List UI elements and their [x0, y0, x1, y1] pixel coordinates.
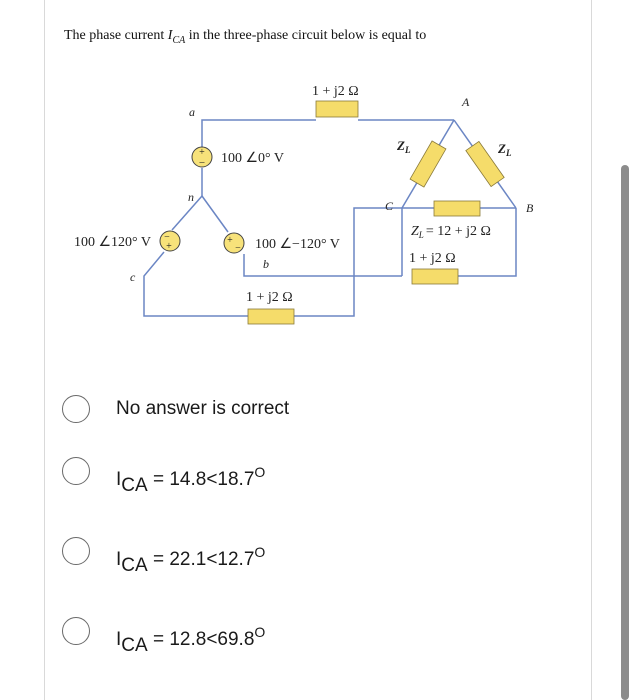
svg-text:+: + — [199, 147, 205, 158]
wire-b-to-B — [458, 208, 516, 276]
node-label-c: c — [130, 270, 136, 284]
source-label-va: 100 ∠0° V — [221, 151, 285, 166]
node-label-b: b — [263, 257, 269, 271]
answer-option-label: ICA = $14.8<18.7^O$ — [116, 464, 266, 496]
node-label-A: A — [462, 95, 470, 109]
question-text: The phase current $I_{CA}$ in the three-phase circuit below is equal to — [64, 28, 427, 46]
radio-button[interactable] — [62, 537, 90, 565]
line-impedance-top — [316, 101, 358, 117]
answer-option-1[interactable] — [62, 395, 562, 435]
answer-option-label: ICA = $12.8<69.8^O$ — [116, 624, 266, 656]
svg-text:−: − — [164, 232, 170, 243]
svg-text:−: − — [235, 243, 241, 254]
wire-n-to-c — [172, 196, 202, 230]
svg-text:−: − — [198, 157, 206, 169]
load-impedance-CA — [410, 141, 446, 187]
radio-button[interactable] — [62, 395, 90, 423]
answer-option-2[interactable] — [62, 457, 562, 497]
answer-option-4[interactable] — [62, 617, 562, 657]
source-vb — [224, 233, 244, 254]
zl-right-label: $Z_L$ — [498, 141, 512, 158]
answer-option-label: No answer is correct — [116, 398, 290, 419]
node-label-C: C — [385, 199, 394, 213]
node-label-a: a — [189, 105, 195, 119]
line-impedance-bottom — [248, 309, 294, 324]
load-impedance-CB — [434, 201, 480, 216]
node-label-n: n — [188, 190, 194, 204]
svg-text:+: + — [227, 235, 233, 246]
wire-a-top — [202, 120, 316, 147]
line-impedance-middle-label: 1 + j2 Ω — [409, 251, 456, 266]
question-variable: $I_{CA}$ — [167, 28, 186, 46]
line-impedance-top-label: 1 + j2 Ω — [312, 84, 359, 99]
wire-n-to-b — [202, 196, 228, 232]
source-label-vc: 100 ∠120° V — [74, 235, 152, 250]
zl-left-label: $Z_L$ — [397, 138, 411, 155]
source-label-vb: 100 ∠−120° V — [255, 237, 340, 252]
line-impedance-middle — [412, 269, 458, 284]
wire-c-to-C — [294, 208, 402, 316]
answer-option-label: ICA = $22.1<12.7^O$ — [116, 544, 266, 576]
radio-button[interactable] — [62, 617, 90, 645]
line-impedance-bottom-label: 1 + j2 Ω — [246, 290, 293, 305]
load-impedance-note: $Z_L = 12 + j2$ Ω — [411, 224, 491, 240]
radio-button[interactable] — [62, 457, 90, 485]
wire-c-bottom — [144, 252, 248, 316]
source-va — [192, 147, 212, 169]
node-label-B: B — [526, 201, 534, 215]
answer-option-3[interactable] — [62, 537, 562, 577]
source-vc — [160, 231, 180, 252]
svg-text:+: + — [166, 241, 172, 252]
